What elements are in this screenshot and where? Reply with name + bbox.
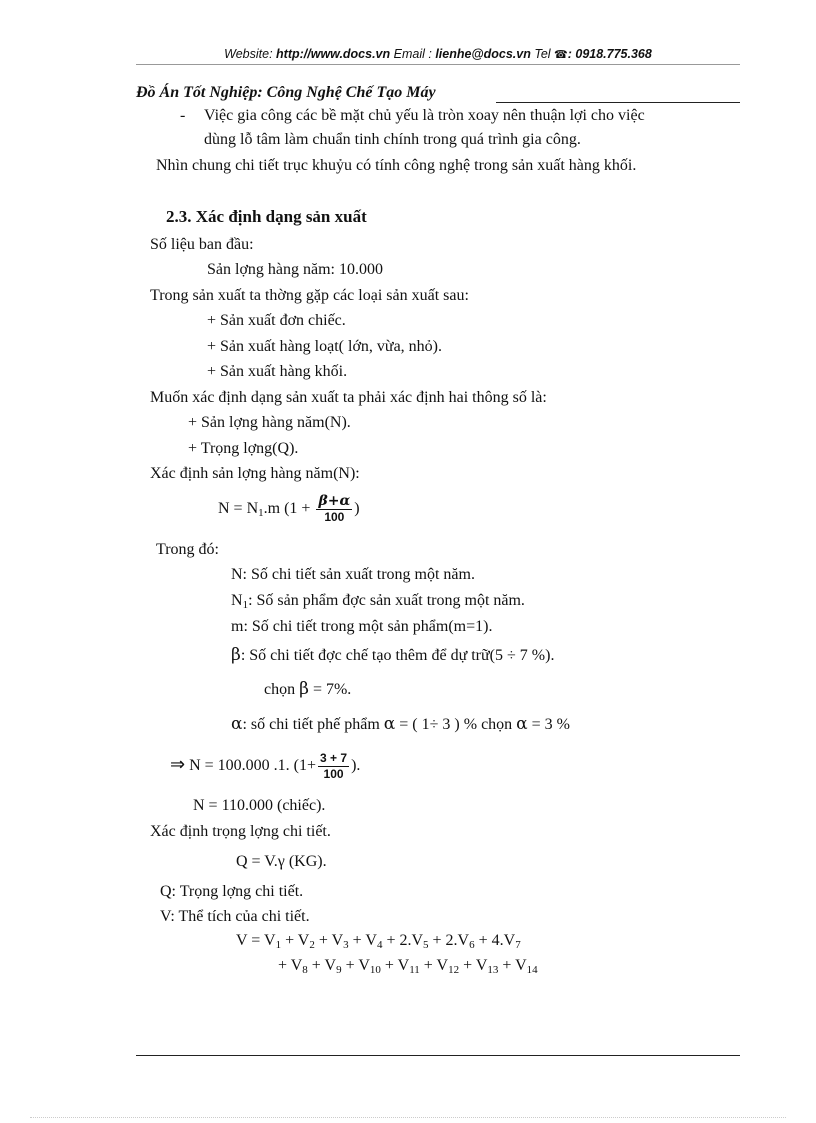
formula-subscript: 14 bbox=[526, 964, 538, 976]
text-line: Q: Trọng lợng chi tiết. bbox=[160, 883, 304, 900]
document-title: Đồ Án Tốt Nghiệp: Công Nghệ Chế Tạo Máy bbox=[136, 84, 436, 101]
site-header bbox=[136, 47, 740, 61]
formula-text: + V bbox=[281, 932, 310, 949]
formula-subscript: 2 bbox=[309, 939, 315, 951]
definition-line: α: số chi tiết phế phẩm α = ( 1÷ 3 ) % chọn α = 3 % bbox=[231, 714, 571, 734]
section-heading: 2.3. Xác định dạng sản xuất bbox=[166, 207, 367, 226]
definition-line: $N_1$: Số sản phẩm đợc sản xuất trong một năm. bbox=[231, 592, 525, 611]
text-line: Trong đó: bbox=[156, 541, 219, 558]
formula-text: + V bbox=[419, 957, 449, 974]
formula-text: + V bbox=[498, 957, 527, 974]
text-line: dùng lỗ tâm làm chuẩn tinh chính trong quá trình gia công. bbox=[204, 131, 581, 148]
formula-subscript: 3 bbox=[343, 939, 349, 951]
formula-text: + V bbox=[314, 932, 344, 949]
fraction: $\frac{3 + 7}{100}$ bbox=[320, 751, 348, 781]
title-underline bbox=[496, 102, 740, 103]
alpha-symbol: α bbox=[516, 714, 528, 734]
volume-formula-line-1 bbox=[236, 932, 521, 950]
beta-symbol: β bbox=[231, 645, 241, 665]
list-item: + Sản xuất hàng loạt( lớn, vừa, nhỏ). bbox=[207, 338, 442, 355]
list-item: + Sản lợng hàng năm(N). bbox=[188, 414, 351, 431]
header-rule bbox=[136, 64, 740, 65]
phone-icon: ☎ bbox=[554, 49, 568, 61]
formula-subscript: 4 bbox=[376, 939, 383, 951]
text-line: Xác định sản lợng hàng năm(N): bbox=[150, 465, 360, 482]
implies-icon: ⇒ bbox=[170, 754, 186, 776]
formula-subscript: 10 bbox=[369, 964, 381, 976]
formula-subscript: 9 bbox=[336, 964, 342, 976]
email-label: Email : bbox=[390, 47, 436, 61]
alpha-symbol: α bbox=[383, 714, 396, 734]
formula-subscript: 8 bbox=[302, 964, 308, 976]
volume-formula-line-2 bbox=[278, 957, 538, 975]
formula-text: + V bbox=[307, 957, 337, 974]
tel-label: Tel bbox=[530, 47, 555, 61]
beta-symbol: β bbox=[299, 679, 309, 699]
formula-subscript: 11 bbox=[409, 964, 420, 976]
page-edge bbox=[30, 1117, 786, 1118]
email-address[interactable]: lienhe@docs.vn bbox=[435, 47, 531, 61]
formula-text: + 4.V bbox=[474, 932, 516, 949]
formula-subscript: 6 bbox=[469, 939, 475, 951]
formula-text: + V bbox=[348, 932, 377, 949]
formula-text: + V bbox=[278, 957, 303, 974]
formula-weight: Q = V.γ (KG). bbox=[236, 853, 327, 870]
alpha-symbol: α bbox=[231, 714, 243, 734]
definition-line: N: Số chi tiết sản xuất trong một năm. bbox=[231, 566, 475, 583]
formula-annual-output: $N = N_1.m$ (1 + $\frac{\beta+\alpha}{100}$ ) bbox=[218, 493, 360, 524]
formula-text: V = V bbox=[236, 932, 276, 949]
definition-line: m: Số chi tiết trong một sản phẩm(m=1). bbox=[231, 618, 493, 635]
list-item: + Sản xuất đơn chiếc. bbox=[207, 312, 346, 329]
text-line: V: Thể tích của chi tiết. bbox=[160, 908, 310, 925]
formula-text: + 2.V bbox=[428, 932, 470, 949]
formula-text: + V bbox=[341, 957, 370, 974]
text-line: Số liệu ban đầu: bbox=[150, 236, 254, 253]
text-line: Muốn xác định dạng sản xuất ta phải xác định hai thông số là: bbox=[150, 389, 547, 406]
text-line: Nhìn chung chi tiết trục khuỷu có tính công nghệ trong sản xuất hàng khối. bbox=[156, 157, 637, 174]
bullet-dash: - bbox=[180, 107, 186, 124]
formula-text: + V bbox=[380, 957, 410, 974]
text-line: Xác định trọng lợng chi tiết. bbox=[150, 823, 331, 840]
text-line: Việc gia công các bề mặt chủ yếu là tròn xoay nên thuận lợi cho việc bbox=[204, 107, 645, 124]
formula-result: ⇒ N = 100.000 .1. (1+ $\frac{3 + 7}{100}$ ). bbox=[170, 751, 361, 781]
website-label: Website: bbox=[224, 47, 277, 61]
tel-number: : 0918.775.368 bbox=[567, 47, 652, 61]
formula-text: + V bbox=[459, 957, 488, 974]
formula-text: + 2.V bbox=[382, 932, 424, 949]
text-line: Sản lợng hàng năm: 10.000 bbox=[207, 261, 383, 278]
formula-subscript: 5 bbox=[423, 939, 429, 951]
text-line: Trong sản xuất ta thờng gặp các loại sản xuất sau: bbox=[150, 287, 469, 304]
list-item: + Sản xuất hàng khối. bbox=[207, 363, 348, 380]
formula-subscript: 13 bbox=[487, 964, 499, 976]
text-line: N = 110.000 (chiếc). bbox=[193, 797, 326, 814]
definition-line: chọn β = 7%. bbox=[264, 679, 352, 699]
formula-subscript: 12 bbox=[448, 964, 460, 976]
formula-subscript: 7 bbox=[515, 939, 521, 951]
definition-line: β: Số chi tiết đợc chế tạo thêm để dự trữ(5 ÷ 7 %). bbox=[231, 645, 555, 665]
list-item: + Trọng lợng(Q). bbox=[188, 440, 299, 457]
formula-subscript: 1 bbox=[275, 939, 282, 951]
fraction: $\frac{\beta+\alpha}{100}$ bbox=[318, 493, 351, 524]
website-url[interactable]: http://www.docs.vn bbox=[276, 47, 391, 61]
footer-rule bbox=[136, 1055, 740, 1056]
